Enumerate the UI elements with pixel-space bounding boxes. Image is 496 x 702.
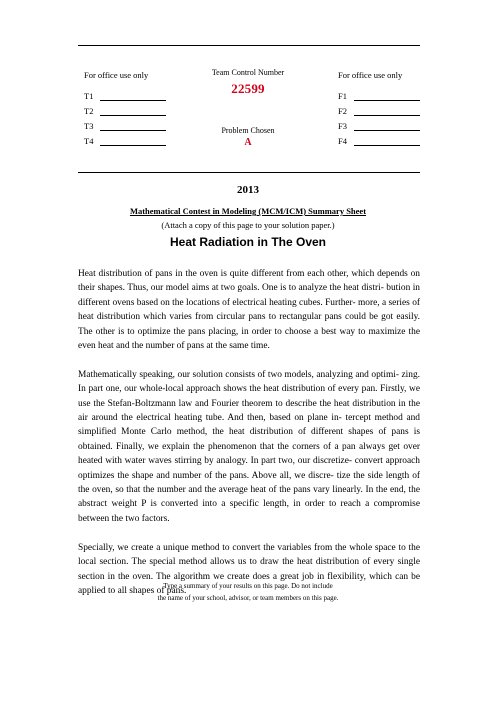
office-row-f3 [338,116,420,131]
office-code: F1 [338,91,347,101]
office-use-left [84,71,166,146]
problem-chosen: A [244,137,252,148]
office-blank-line [100,92,166,101]
team-control-number: 22599 [231,81,265,96]
contest-year: 2013 [237,184,259,196]
office-blank-line [100,137,166,146]
office-code: F2 [338,106,347,116]
office-blank-line [100,107,166,116]
office-code: F4 [338,136,347,146]
office-code: T2 [84,106,94,116]
summary-paragraph: Specially, we create a unique method to convert the variables from the whole space to the local section. The special method allows us to draw the heat distribution of every single section in the oven. The algorithm we create does a great job in flexibility, which can be applied to all shapes of pans. [78,542,420,596]
instruction-line: Type a summary of your results on this page. Do not include [163,582,333,590]
office-row-t2 [84,101,166,116]
office-blank-line [354,122,420,131]
top-rule [78,45,420,46]
office-row-f2 [338,101,420,116]
contest-name: Mathematical Contest in Modeling (MCM/ICM) Summary Sheet [129,206,367,216]
office-code: F3 [338,121,347,131]
paper-title: Heat Radiation in The Oven [169,235,327,249]
section-rule [78,172,420,173]
attach-note: (Attach a copy of this page to your solution paper.) [161,220,335,230]
instruction-line: the name of your school, advisor, or team members on this page. [157,593,339,602]
office-use-heading: For office use only [338,70,403,80]
team-control-number-label: Team Control Number [211,68,285,77]
office-row-t4 [84,131,166,146]
office-code: T1 [84,91,94,101]
office-use-right [338,71,420,146]
office-blank-line [100,122,166,131]
problem-chosen-label: Problem Chosen [221,126,275,135]
summary-paragraph: Mathematically speaking, our solution consists of two models, analyzing and optimi- zing. In part one, our whole-local approach shows the heat distribution of every pan. Firstly, we use the Stefan-Boltzmann law and Fourier theorem to describe the heat distribution in the air around the electrical heating tube. And then, based on plane in- tercept method and simplified Monte Carlo method, the heat distribution of different shapes of pans is obtained. Finally, we explain the phenomenon that the corners of a pan always get over heated with water waves stirring by analogy. In part two, our discretize- convert approach optimizes the shape and number of the pans. Above all, we discre- tize the side length of the oven, so that the number and the average heat of the pans vary linearly. In the end, the abstract weight P is converted into a specific length, in order to reach a compromise between the two factors. [78,369,420,524]
office-blank-line [354,107,420,116]
office-row-t1 [84,86,166,101]
office-code: T3 [84,121,94,131]
summary-instructions [0,581,496,604]
office-row-f1 [338,86,420,101]
office-row-t3 [84,116,166,131]
office-code: T4 [84,136,94,146]
office-row-f4 [338,131,420,146]
office-use-heading: For office use only [84,70,149,80]
summary-paragraph: Heat distribution of pans in the oven is quite different from each other, which depends on their shapes. Thus, our model aims at two goals. One is to analyze the heat distri- bution in different ovens based on the locations of electrical heating cubes. Further- more, a series of heat distribution which varies from circular pans to rectangular pans could be got easily. The other is to optimize the pans placing, in order to choose a best way to maximize the even heat and the number of pans at the same time. [78,269,420,352]
office-blank-line [354,92,420,101]
summary-body [78,267,420,613]
office-blank-line [354,137,420,146]
